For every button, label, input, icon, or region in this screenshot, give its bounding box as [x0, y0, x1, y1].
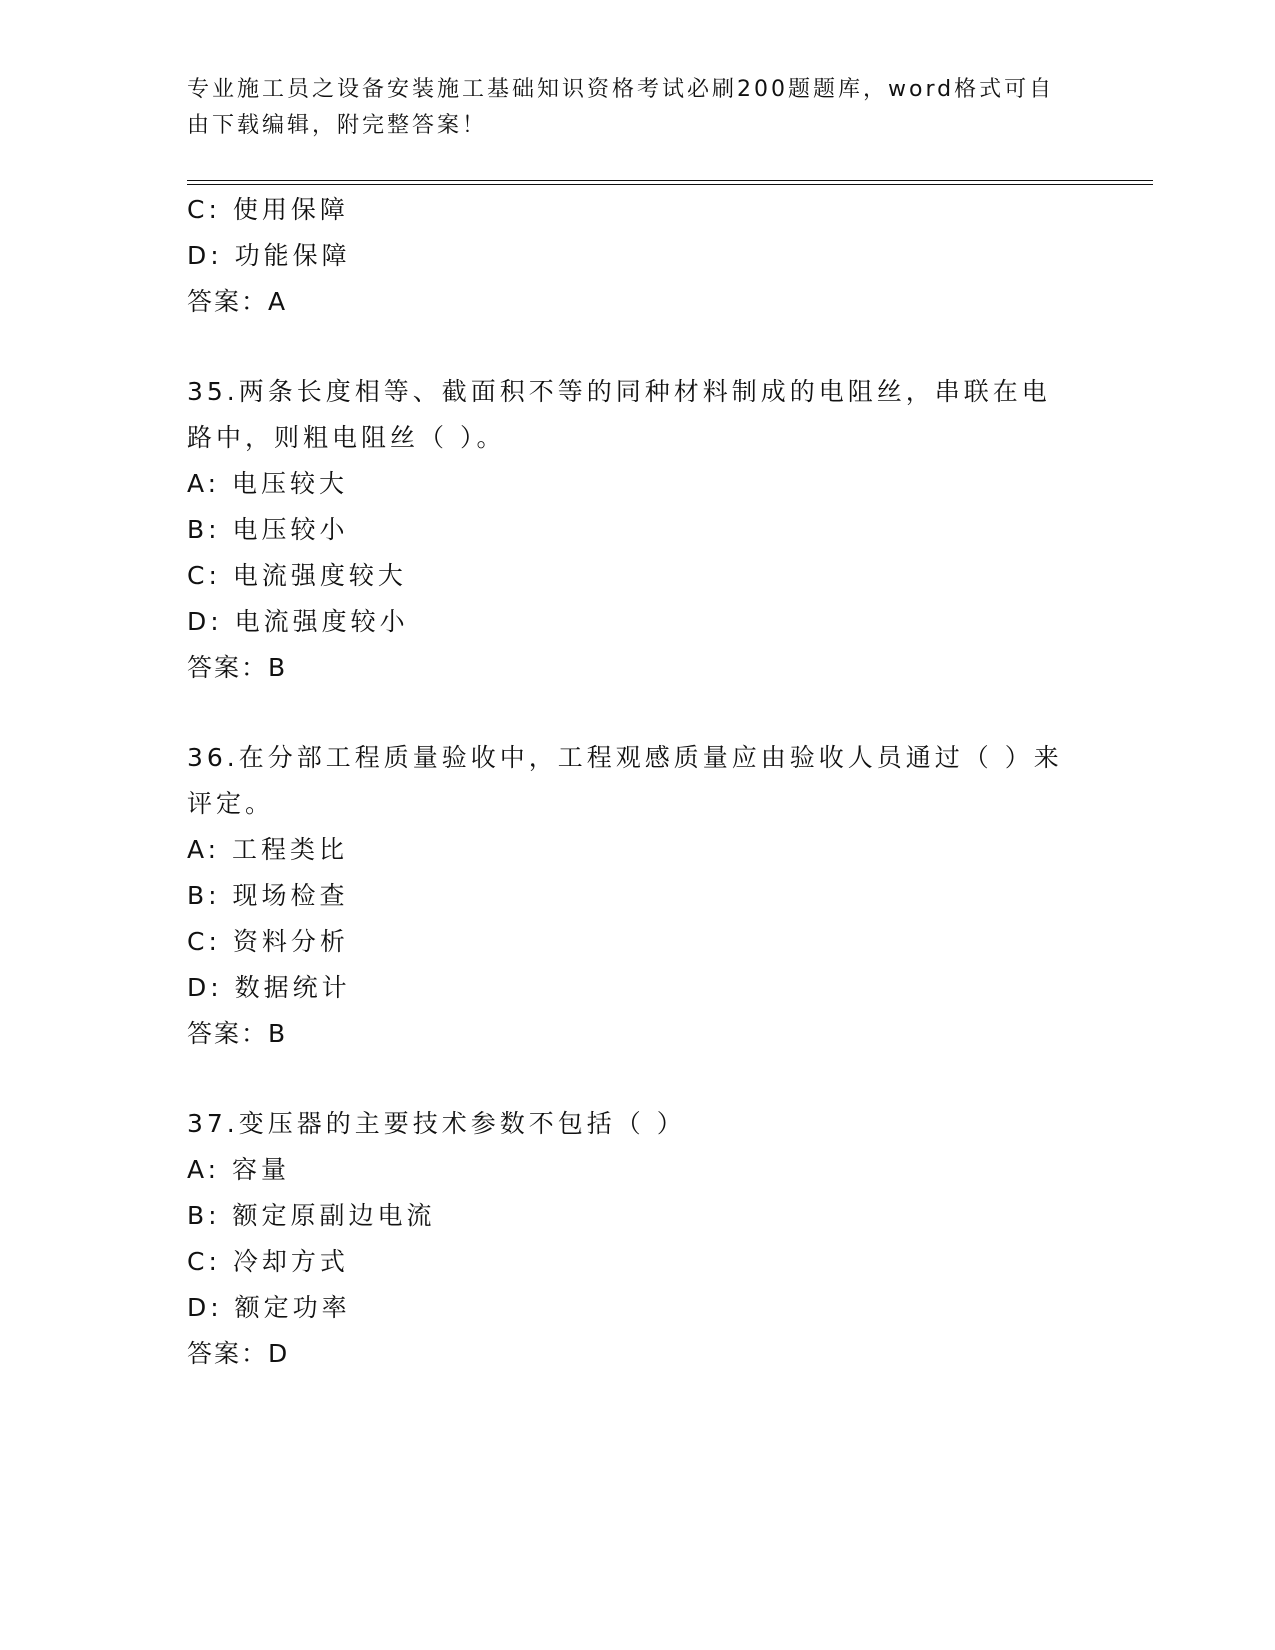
question-stem: 35.两条长度相等、截面积不等的同种材料制成的电阻丝，串联在电路中，则粗电阻丝（ ）。 — [187, 377, 1051, 452]
question-35 — [187, 369, 1087, 691]
option-d: D: 额定功率 — [187, 1293, 351, 1322]
option-c: C: 电流强度较大 — [187, 561, 407, 590]
option-c: C: 资料分析 — [187, 927, 349, 956]
question-37 — [187, 1101, 1087, 1377]
spacer — [187, 691, 1087, 735]
option-c: C: 使用保障 — [187, 195, 349, 224]
spacer — [187, 325, 1087, 369]
answer-line: 答案：D — [187, 1339, 290, 1368]
option-b: B: 额定原副边电流 — [187, 1201, 436, 1230]
option-b: B: 现场检查 — [187, 881, 349, 910]
option-a: A: 容量 — [187, 1155, 291, 1184]
option-d: D: 电流强度较小 — [187, 607, 409, 636]
question-list — [187, 187, 1087, 1377]
spacer — [187, 1057, 1087, 1101]
question-stem: 37.变压器的主要技术参数不包括（ ） — [187, 1109, 686, 1138]
option-c: C: 冷却方式 — [187, 1247, 349, 1276]
question-36 — [187, 735, 1087, 1057]
header-divider-bottom — [187, 184, 1153, 185]
question-stem: 36.在分部工程质量验收中，工程观感质量应由验收人员通过（ ）来评定。 — [187, 743, 1063, 818]
header-divider-top — [187, 180, 1153, 181]
answer-line: 答案：B — [187, 1019, 288, 1048]
answer-line: 答案：A — [187, 287, 288, 316]
partial-question — [187, 187, 1087, 325]
option-b: B: 电压较小 — [187, 515, 349, 544]
document-header: 专业施工员之设备安装施工基础知识资格考试必刷200题题库，word格式可自由下载编辑，附完整答案！ — [187, 77, 1055, 138]
answer-line: 答案：B — [187, 653, 288, 682]
option-d: D: 数据统计 — [187, 973, 351, 1002]
option-a: A: 工程类比 — [187, 835, 349, 864]
option-a: A: 电压较大 — [187, 469, 349, 498]
option-d: D: 功能保障 — [187, 241, 351, 270]
